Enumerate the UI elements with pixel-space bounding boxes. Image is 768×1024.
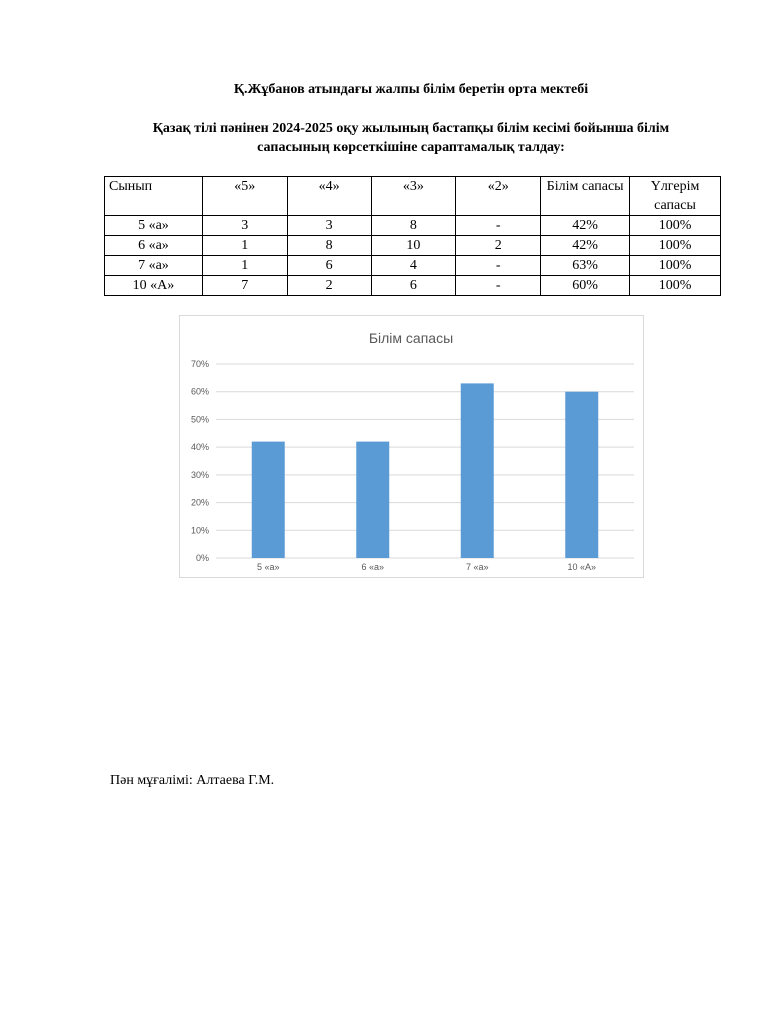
cell: 6	[371, 276, 456, 296]
cell: -	[456, 256, 541, 276]
y-tick-label: 60%	[190, 386, 209, 397]
header-performance-quality: Үлгерім сапасы	[630, 177, 721, 216]
table-row	[105, 256, 721, 276]
cell: 7 «а»	[105, 256, 203, 276]
y-tick-label: 70%	[190, 359, 209, 369]
header-grade-5: «5»	[202, 177, 287, 216]
y-tick-label: 30%	[190, 469, 209, 480]
cell: -	[456, 276, 541, 296]
cell: 2	[287, 276, 371, 296]
grades-table	[104, 176, 721, 296]
y-tick-label: 10%	[190, 525, 209, 536]
cell: 60%	[541, 276, 630, 296]
header-knowledge-quality: Білім сапасы	[541, 177, 630, 216]
header-grade-2: «2»	[456, 177, 541, 216]
x-tick-label: 7 «а»	[465, 562, 489, 572]
teacher-signature-line: Пән мұғалімі: Алтаева Г.М.	[110, 773, 275, 788]
bar	[252, 442, 285, 558]
cell: 4	[371, 256, 456, 276]
cell: 6 «а»	[105, 236, 203, 256]
cell: 63%	[541, 256, 630, 276]
cell: 3	[287, 216, 371, 236]
x-tick-label: 5 «а»	[256, 562, 280, 572]
cell: 42%	[541, 236, 630, 256]
report-subtitle-line2: сапасының көрсеткішіне сараптамалық талдау:	[257, 140, 565, 155]
cell: 42%	[541, 216, 630, 236]
cell: 5 «а»	[105, 216, 203, 236]
y-tick-label: 20%	[190, 497, 209, 508]
chart-bars	[252, 383, 599, 558]
cell: 10	[371, 236, 456, 256]
y-tick-label: 0%	[195, 553, 209, 563]
cell: 100%	[630, 216, 721, 236]
chart-canvas	[180, 316, 643, 577]
chart-title: Білім сапасы	[368, 330, 454, 346]
cell: 8	[371, 216, 456, 236]
cell: 100%	[630, 256, 721, 276]
y-tick-label: 50%	[190, 414, 209, 425]
header-class: Сынып	[105, 177, 203, 216]
cell: 100%	[630, 276, 721, 296]
bar	[356, 442, 389, 558]
cell: 1	[202, 236, 287, 256]
cell: 6	[287, 256, 371, 276]
header-grade-3: «3»	[371, 177, 456, 216]
x-tick-label: 6 «а»	[361, 562, 385, 572]
cell: 7	[202, 276, 287, 296]
cell: -	[456, 216, 541, 236]
header-grade-4: «4»	[287, 177, 371, 216]
cell: 100%	[630, 236, 721, 256]
cell: 3	[202, 216, 287, 236]
bar	[565, 392, 598, 558]
report-subtitle-line1: Қазақ тілі пәнінен 2024-2025 оқу жылының бастапқы білім кесімі бойынша білім	[152, 121, 670, 136]
cell: 2	[456, 236, 541, 256]
x-tick-label: 10 «А»	[567, 562, 597, 572]
table-row	[105, 276, 721, 296]
chart-y-axis	[191, 359, 209, 563]
cell: 1	[202, 256, 287, 276]
y-tick-label: 40%	[190, 442, 209, 453]
knowledge-quality-chart	[179, 315, 644, 578]
table-row	[105, 216, 721, 236]
school-title: Қ.Жұбанов атындағы жалпы білім беретін орта мектебі	[233, 82, 589, 97]
cell: 8	[287, 236, 371, 256]
table-row	[105, 236, 721, 256]
cell: 10 «А»	[105, 276, 203, 296]
table-header-row	[105, 177, 721, 216]
chart-x-axis	[257, 562, 596, 572]
bar	[461, 383, 494, 558]
